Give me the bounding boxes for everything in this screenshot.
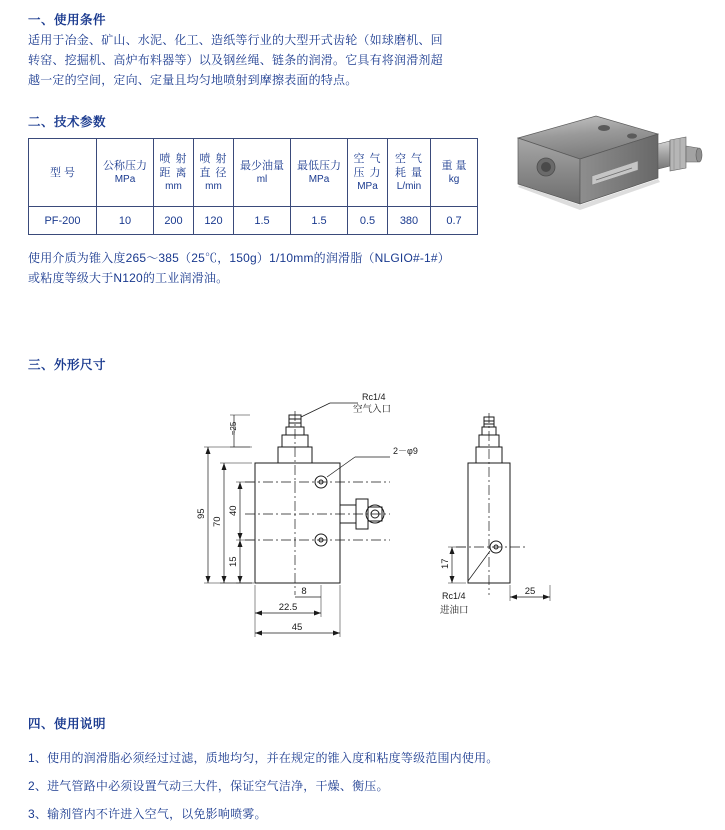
cell-model: PF-200	[29, 207, 97, 235]
photo-nozzle-nut	[670, 137, 686, 171]
table-header-cell-model	[29, 139, 97, 207]
header-label: 最少油量	[240, 159, 284, 172]
label-air-inlet-thread: Rc1/4	[362, 392, 386, 402]
header-unit: ml	[256, 173, 268, 185]
instruction-item-3: 3、输剂管内不许进入空气，以免影响喷雾。	[28, 807, 267, 821]
photo-nozzle-base	[658, 141, 670, 169]
leader-air-inlet	[301, 403, 330, 417]
dim-text-25: 25	[524, 586, 536, 597]
header-label: 喷 射 距 离	[159, 152, 188, 179]
dim-text-stub: ≈25	[229, 421, 238, 435]
photo-top-hole	[627, 133, 637, 138]
section-body-usage-conditions	[28, 30, 448, 90]
leader-holes	[327, 457, 355, 477]
section-title-instructions: 四、使用说明	[28, 717, 107, 731]
header-unit: mm	[165, 180, 182, 192]
header-unit: L/min	[396, 180, 422, 192]
photo-top-hole	[598, 125, 610, 131]
instruction-item-1: 1、使用的润滑脂必须经过过滤，质地均匀，并在规定的锥入度和粘度等级范围内使用。	[28, 751, 499, 765]
table-header-cell-min-oil-volume	[234, 139, 291, 207]
instructions-list	[28, 748, 628, 830]
dim-text-40: 40	[228, 505, 239, 516]
label-holes: 2－φ9	[393, 446, 418, 456]
header-unit: MPa	[114, 173, 136, 185]
dim-text-45: 45	[291, 622, 303, 633]
header-label: 型 号	[49, 166, 76, 179]
dim-text-22-5: 22.5	[278, 602, 298, 613]
cell-air-pressure: 0.5	[348, 207, 388, 235]
cell-air-consumption: 380	[388, 207, 431, 235]
dim-text-95: 95	[196, 508, 207, 519]
cell-spray-distance: 200	[154, 207, 194, 235]
table-row	[29, 207, 478, 235]
table-header-cell-spray-diameter	[194, 139, 234, 207]
label-oil-inlet-thread: Rc1/4	[442, 591, 466, 601]
photo-front-port-bore	[541, 162, 551, 172]
usage-conditions-paragraph: 适用于冶金、矿山、水泥、化工、造纸等行业的大型开式齿轮（如球磨机、回转窑、挖掘机、高炉布料器等）以及钢丝绳、链条的润滑。它具有将润滑剂超越一定的空间，定向、定量且均匀地喷射到摩擦表面的特点。	[28, 33, 443, 87]
dim-text-17: 17	[440, 558, 451, 569]
header-label: 空 气 耗 量	[394, 152, 424, 179]
header-label: 喷 射 直 径	[199, 152, 228, 179]
dim-text-70: 70	[212, 516, 223, 527]
dim-text-15: 15	[228, 556, 239, 567]
header-unit: kg	[448, 173, 460, 185]
dim-text-8: 8	[301, 586, 307, 597]
header-label: 公称压力	[103, 159, 147, 172]
table-header-cell-air-consumption	[388, 139, 431, 207]
cell-nominal-pressure: 10	[97, 207, 154, 235]
header-label: 空 气 压 力	[353, 152, 382, 179]
instruction-item-2: 2、进气管路中必须设置气动三大件，保证空气洁净，干燥、衡压。	[28, 779, 389, 793]
table-header-row	[29, 139, 478, 207]
header-unit: MPa	[308, 173, 330, 185]
header-label: 最低压力	[297, 159, 341, 172]
leader-oil-inlet	[468, 551, 490, 581]
cell-weight: 0.7	[431, 207, 478, 235]
header-label: 重 量	[441, 159, 467, 172]
header-unit: MPa	[357, 180, 378, 192]
table-header-cell-air-pressure	[348, 139, 388, 207]
table-header-cell-nominal-pressure	[97, 139, 154, 207]
cell-min-oil-volume: 1.5	[234, 207, 291, 235]
section-title-tech-params: 二、技术参数	[28, 115, 107, 129]
dimension-drawing	[190, 385, 610, 670]
label-oil-inlet: 进油口	[440, 605, 469, 616]
photo-nozzle-outlet	[696, 148, 702, 162]
label-air-inlet: 空气入口	[353, 404, 392, 415]
cell-spray-diameter: 120	[194, 207, 234, 235]
product-photo	[500, 104, 705, 224]
table-header-cell-weight	[431, 139, 478, 207]
table-header-cell-spray-distance	[154, 139, 194, 207]
tech-params-note-text: 使用介质为锥入度265～385（25℃，150g）1/10mm的润滑脂（NLGIO#-1#）或粘度等级大于N120的工业润滑油。	[28, 251, 450, 285]
tech-params-note	[28, 248, 458, 288]
header-unit: mm	[205, 180, 222, 192]
table-header-cell-min-pressure	[291, 139, 348, 207]
cell-min-pressure: 1.5	[291, 207, 348, 235]
section-title-usage-conditions: 一、使用条件	[28, 13, 107, 27]
section-title-dimensions: 三、外形尺寸	[28, 358, 107, 372]
tech-params-table	[28, 138, 478, 235]
